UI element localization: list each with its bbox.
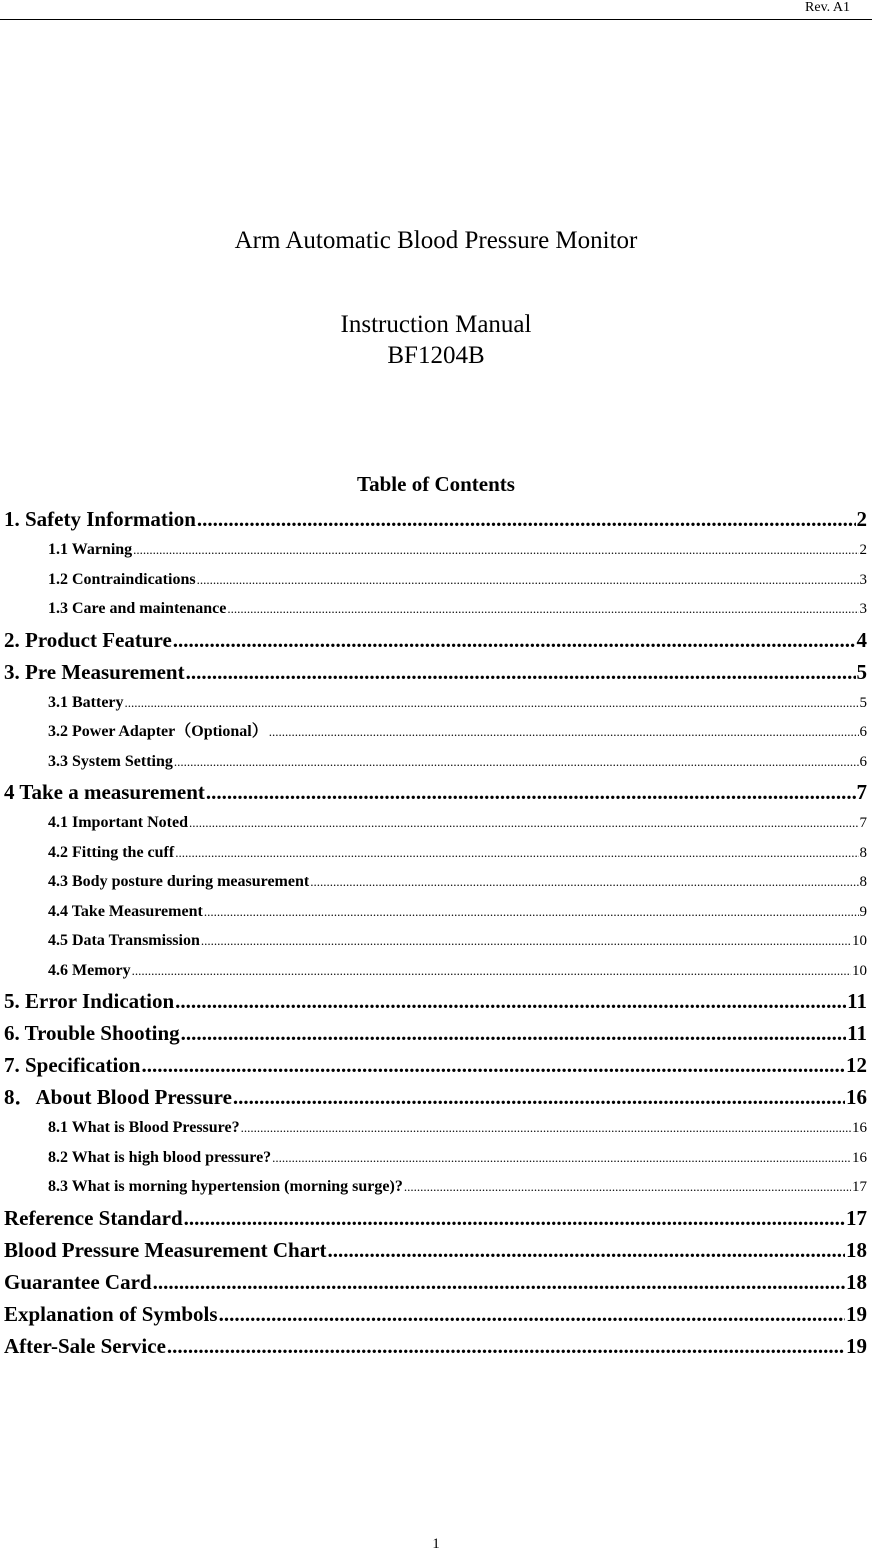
toc-dot-leader [186, 656, 856, 688]
toc-dot-leader [184, 1202, 845, 1234]
toc-dot-leader [219, 1298, 845, 1330]
toc-entry[interactable] [4, 1113, 867, 1143]
toc-entry-page: 5 [859, 694, 867, 711]
toc-dot-leader [204, 897, 859, 927]
toc-entry-title: 2. Product Feature [4, 627, 172, 652]
toc-dot-leader [173, 624, 856, 656]
toc-entry-page: 7 [859, 815, 867, 831]
toc-entry-title: 3.1 Battery [48, 693, 124, 711]
toc-entry[interactable] [4, 1049, 867, 1081]
toc-entry[interactable] [4, 867, 867, 897]
toc-entry-page: 18 [846, 1269, 867, 1294]
toc-entry[interactable] [4, 1143, 867, 1173]
toc-entry[interactable] [4, 1202, 867, 1234]
toc-entry-title: 4.1 Important Noted [48, 814, 188, 831]
toc-dot-leader [153, 1266, 845, 1298]
toc-dot-leader [201, 926, 851, 956]
toc-dot-leader [133, 535, 858, 565]
toc-entry-title: Explanation of Symbols [4, 1301, 218, 1326]
toc-dot-leader [125, 688, 859, 718]
toc-entry-title: 3. Pre Measurement [4, 659, 185, 684]
toc-entry-page: 16 [852, 1120, 867, 1136]
toc-entry[interactable] [4, 747, 867, 777]
toc-entry[interactable] [4, 1298, 867, 1330]
toc-entry-page: 7 [856, 780, 867, 804]
toc-dot-leader [167, 1330, 845, 1362]
toc-dot-leader [197, 565, 859, 595]
toc-entry[interactable] [4, 1234, 867, 1266]
toc-entry[interactable] [4, 1172, 867, 1202]
toc-entry[interactable] [4, 688, 867, 718]
toc-entry[interactable] [4, 776, 867, 808]
toc-entry-page: 10 [852, 962, 867, 979]
toc-entry-title: 4.3 Body posture during measurement [48, 873, 310, 890]
toc-entry[interactable] [4, 1266, 867, 1298]
toc-heading: Table of Contents [357, 472, 515, 496]
toc-dot-leader [132, 956, 851, 986]
toc-entry-title: 4 Take a measurement [4, 780, 205, 804]
toc-entry-page: 6 [859, 724, 867, 740]
toc-entry-title: 7. Specification [4, 1053, 141, 1077]
toc-entry-title: 5. Error Indication [4, 989, 175, 1013]
toc-entry-page: 4 [856, 627, 867, 652]
toc-entry-title: Guarantee Card [4, 1269, 152, 1294]
toc-entry-page: 10 [852, 933, 867, 949]
toc-dot-leader [233, 1081, 845, 1113]
model-number: BF1204B [387, 342, 485, 369]
toc-dot-leader [181, 1017, 847, 1049]
toc-entry[interactable] [4, 717, 867, 747]
toc-entry-title: 4.5 Data Transmission [48, 932, 200, 949]
toc-entry-page: 19 [846, 1301, 867, 1326]
toc-entry-page: 5 [856, 659, 867, 684]
toc-entry-page: 3 [859, 571, 867, 588]
toc-entry-title: 8．About Blood Pressure [4, 1085, 232, 1109]
toc-entry-title: 3.3 System Setting [48, 752, 173, 770]
toc-entry[interactable] [4, 808, 867, 838]
toc-entry-page: 11 [847, 1021, 867, 1045]
toc-entry-title: After-Sale Service [4, 1333, 166, 1358]
toc-entry-title: 1.2 Contraindications [48, 570, 196, 588]
toc-entry-title: 8.2 What is high blood pressure? [48, 1148, 272, 1166]
toc-dot-leader [227, 594, 858, 624]
toc-entry-page: 3 [859, 601, 867, 617]
toc-entry-title: 8.1 What is Blood Pressure? [48, 1119, 240, 1136]
toc-entry-page: 19 [846, 1333, 867, 1358]
toc-entry[interactable] [4, 985, 867, 1017]
toc-entry[interactable] [4, 624, 867, 656]
toc-entry[interactable] [4, 535, 867, 565]
toc-entry-title: 1. Safety Information [4, 507, 196, 531]
toc-entry[interactable] [4, 656, 867, 688]
toc-dot-leader [272, 1143, 851, 1173]
toc-entry-title: Blood Pressure Measurement Chart [4, 1237, 327, 1262]
toc-entry[interactable] [4, 565, 867, 595]
toc-entry-page: 6 [859, 753, 867, 770]
toc-dot-leader [189, 808, 859, 838]
toc-dot-leader [142, 1049, 846, 1081]
toc-entry-title: 4.6 Memory [48, 961, 131, 979]
table-of-contents [4, 503, 867, 1362]
toc-entry-title: 3.2 Power Adapter（Optional） [48, 723, 268, 740]
toc-entry-title: 1.3 Care and maintenance [48, 600, 227, 617]
toc-entry-title: Reference Standard [4, 1205, 183, 1230]
product-title: Arm Automatic Blood Pressure Monitor [234, 227, 638, 254]
toc-entry-page: 2 [859, 542, 867, 558]
toc-entry-page: 11 [847, 989, 867, 1013]
toc-entry[interactable] [4, 897, 867, 927]
toc-dot-leader [174, 747, 859, 777]
toc-entry-page: 8 [859, 874, 867, 890]
toc-dot-leader [269, 717, 859, 747]
toc-entry[interactable] [4, 838, 867, 868]
toc-entry-page: 17 [846, 1205, 867, 1230]
toc-dot-leader [206, 776, 856, 808]
toc-entry-title: 1.1 Warning [48, 541, 133, 558]
toc-entry-title: 4.4 Take Measurement [48, 902, 203, 920]
toc-entry[interactable] [4, 503, 867, 535]
page-number: 1 [432, 1536, 440, 1552]
toc-dot-leader [404, 1172, 851, 1202]
toc-dot-leader [328, 1234, 845, 1266]
toc-entry-page: 12 [846, 1053, 867, 1077]
toc-entry-page: 17 [852, 1179, 867, 1195]
toc-entry[interactable] [4, 926, 867, 956]
toc-entry-page: 2 [856, 507, 867, 531]
toc-entry-title: 8.3 What is morning hypertension (morning surge)? [48, 1178, 403, 1195]
toc-entry-page: 9 [859, 903, 867, 920]
toc-entry-page: 16 [852, 1149, 867, 1166]
manual-title: Instruction Manual [340, 311, 532, 338]
toc-entry[interactable] [4, 594, 867, 624]
toc-dot-leader [175, 838, 858, 868]
toc-entry[interactable] [4, 1081, 867, 1113]
toc-entry-page: 16 [846, 1085, 867, 1109]
toc-dot-leader [310, 867, 858, 897]
toc-dot-leader [197, 503, 856, 535]
toc-entry-title: 6. Trouble Shooting [4, 1021, 180, 1045]
toc-entry-title: 4.2 Fitting the cuff [48, 843, 175, 861]
revision-label: Rev. A1 [805, 0, 850, 15]
toc-entry[interactable] [4, 956, 867, 986]
toc-entry[interactable] [4, 1330, 867, 1362]
toc-dot-leader [175, 985, 846, 1017]
toc-entry-page: 8 [859, 844, 867, 861]
toc-entry[interactable] [4, 1017, 867, 1049]
toc-dot-leader [241, 1113, 851, 1143]
toc-entry-page: 18 [846, 1237, 867, 1262]
header-rule [0, 19, 872, 20]
